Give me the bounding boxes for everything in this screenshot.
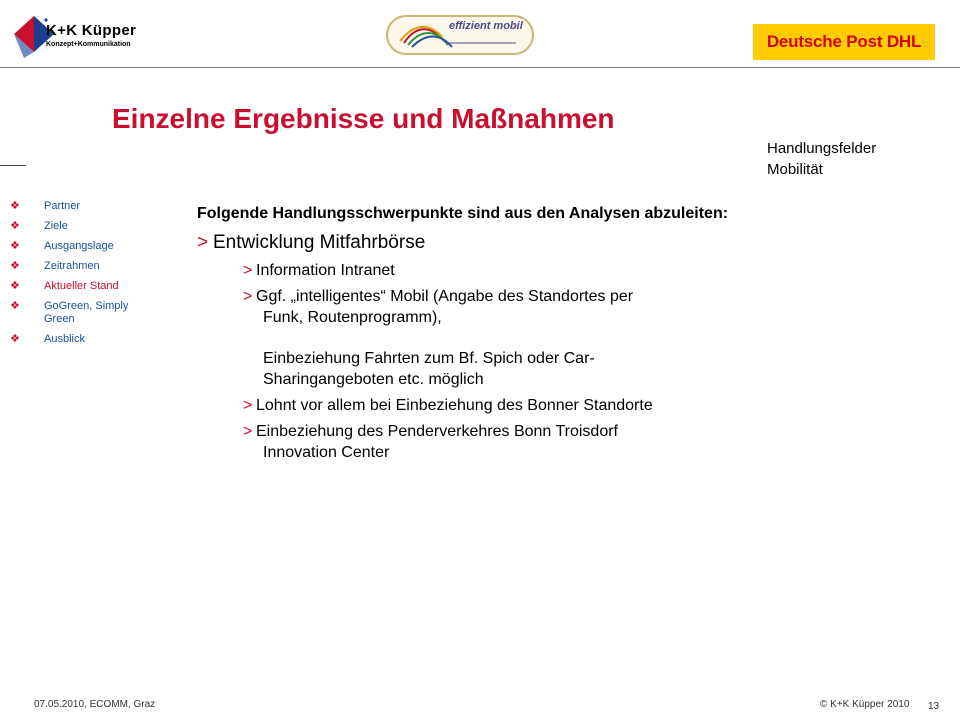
bullet-marker: >: [243, 262, 253, 279]
diamond-bullet-icon: ❖: [10, 260, 20, 272]
dhl-logo-label: Deutsche Post DHL: [766, 32, 922, 51]
bullet-text: Entwicklung Mitfahrbörse: [213, 232, 426, 253]
bullet-level2: [243, 395, 807, 416]
diamond-bullet-icon: ❖: [10, 300, 20, 312]
line-spacer: [256, 328, 807, 348]
effizient-mobil-label: effizient mobil: [449, 20, 523, 32]
sidebar-item-partner[interactable]: [10, 200, 160, 213]
subtitle-line-1: Handlungsfelder: [767, 140, 877, 157]
bullet-continuation: Innovation Center: [263, 444, 390, 461]
kk-logo-subline: Konzept+Kommunikation: [46, 41, 131, 48]
bullet-continuation: Funk, Routenprogramm),: [263, 309, 442, 326]
bullet-text: Ggf. „intelligentes“ Mobil (Angabe des Standortes per: [256, 288, 634, 305]
sidebar-item-ausblick[interactable]: [10, 333, 160, 346]
sidebar-item-label: Ausgangslage: [44, 240, 114, 252]
sidebar-item-ausgangslage[interactable]: [10, 240, 160, 253]
bullet-marker: >: [243, 423, 253, 440]
bullet-continuation: Einbeziehung Fahrten zum Bf. Spich oder Car-: [263, 350, 595, 367]
footer-copyright: © K+K Küpper 2010: [820, 699, 910, 710]
bullet-marker: >: [243, 397, 253, 414]
sidebar-item-zeitrahmen[interactable]: [10, 260, 160, 273]
sidebar-item-label: Zeitrahmen: [44, 260, 100, 272]
bullet-continuation: Sharingangeboten etc. möglich: [263, 371, 484, 388]
sidebar-item-label: Aktueller Stand: [44, 280, 119, 292]
sidebar-item-label: Ausblick: [44, 333, 85, 345]
kk-logo-name: K+K Küpper: [46, 22, 137, 39]
page-number: 13: [928, 701, 940, 712]
intro-text: Folgende Handlungsschwerpunkte sind aus den Analysen abzuleiten:: [197, 205, 729, 222]
diamond-bullet-icon: ❖: [10, 333, 20, 345]
bullet-text: Einbeziehung des Penderverkehres Bonn Troisdorf: [256, 423, 618, 440]
bullet-level2: [243, 286, 807, 390]
sidebar-nav: [10, 200, 160, 353]
sidebar-item-label: Ziele: [44, 220, 68, 232]
diamond-bullet-icon: ❖: [10, 240, 20, 252]
bullet-text: Information Intranet: [256, 262, 395, 279]
bullet-text: Lohnt vor allem bei Einbeziehung des Bonner Standorte: [256, 397, 653, 414]
title-divider: [0, 165, 26, 166]
sidebar-item-label: Partner: [44, 200, 81, 212]
slide-title: Einzelne Ergebnisse und Maßnahmen: [112, 103, 615, 134]
bullet-marker: >: [243, 288, 253, 305]
sidebar-item-aktueller-stand[interactable]: [10, 280, 160, 293]
diamond-bullet-icon: ❖: [10, 200, 20, 212]
sidebar-item-gogreen[interactable]: [10, 300, 160, 326]
bullet-marker: >: [197, 232, 209, 253]
sidebar-item-label: GoGreen, Simply Green: [44, 300, 129, 325]
diamond-bullet-icon: ❖: [10, 280, 20, 292]
bullet-level2: [243, 260, 807, 281]
sidebar-item-ziele[interactable]: [10, 220, 160, 233]
bullet-level1: [197, 231, 807, 255]
header-divider: [0, 67, 960, 68]
diamond-bullet-icon: ❖: [10, 220, 20, 232]
main-content: [197, 202, 807, 468]
subtitle-line-2: Mobilität: [767, 161, 823, 178]
slide-subtitle: [767, 138, 876, 180]
footer-date: 07.05.2010, ECOMM, Graz: [34, 699, 156, 710]
bullet-level2: [243, 421, 807, 463]
